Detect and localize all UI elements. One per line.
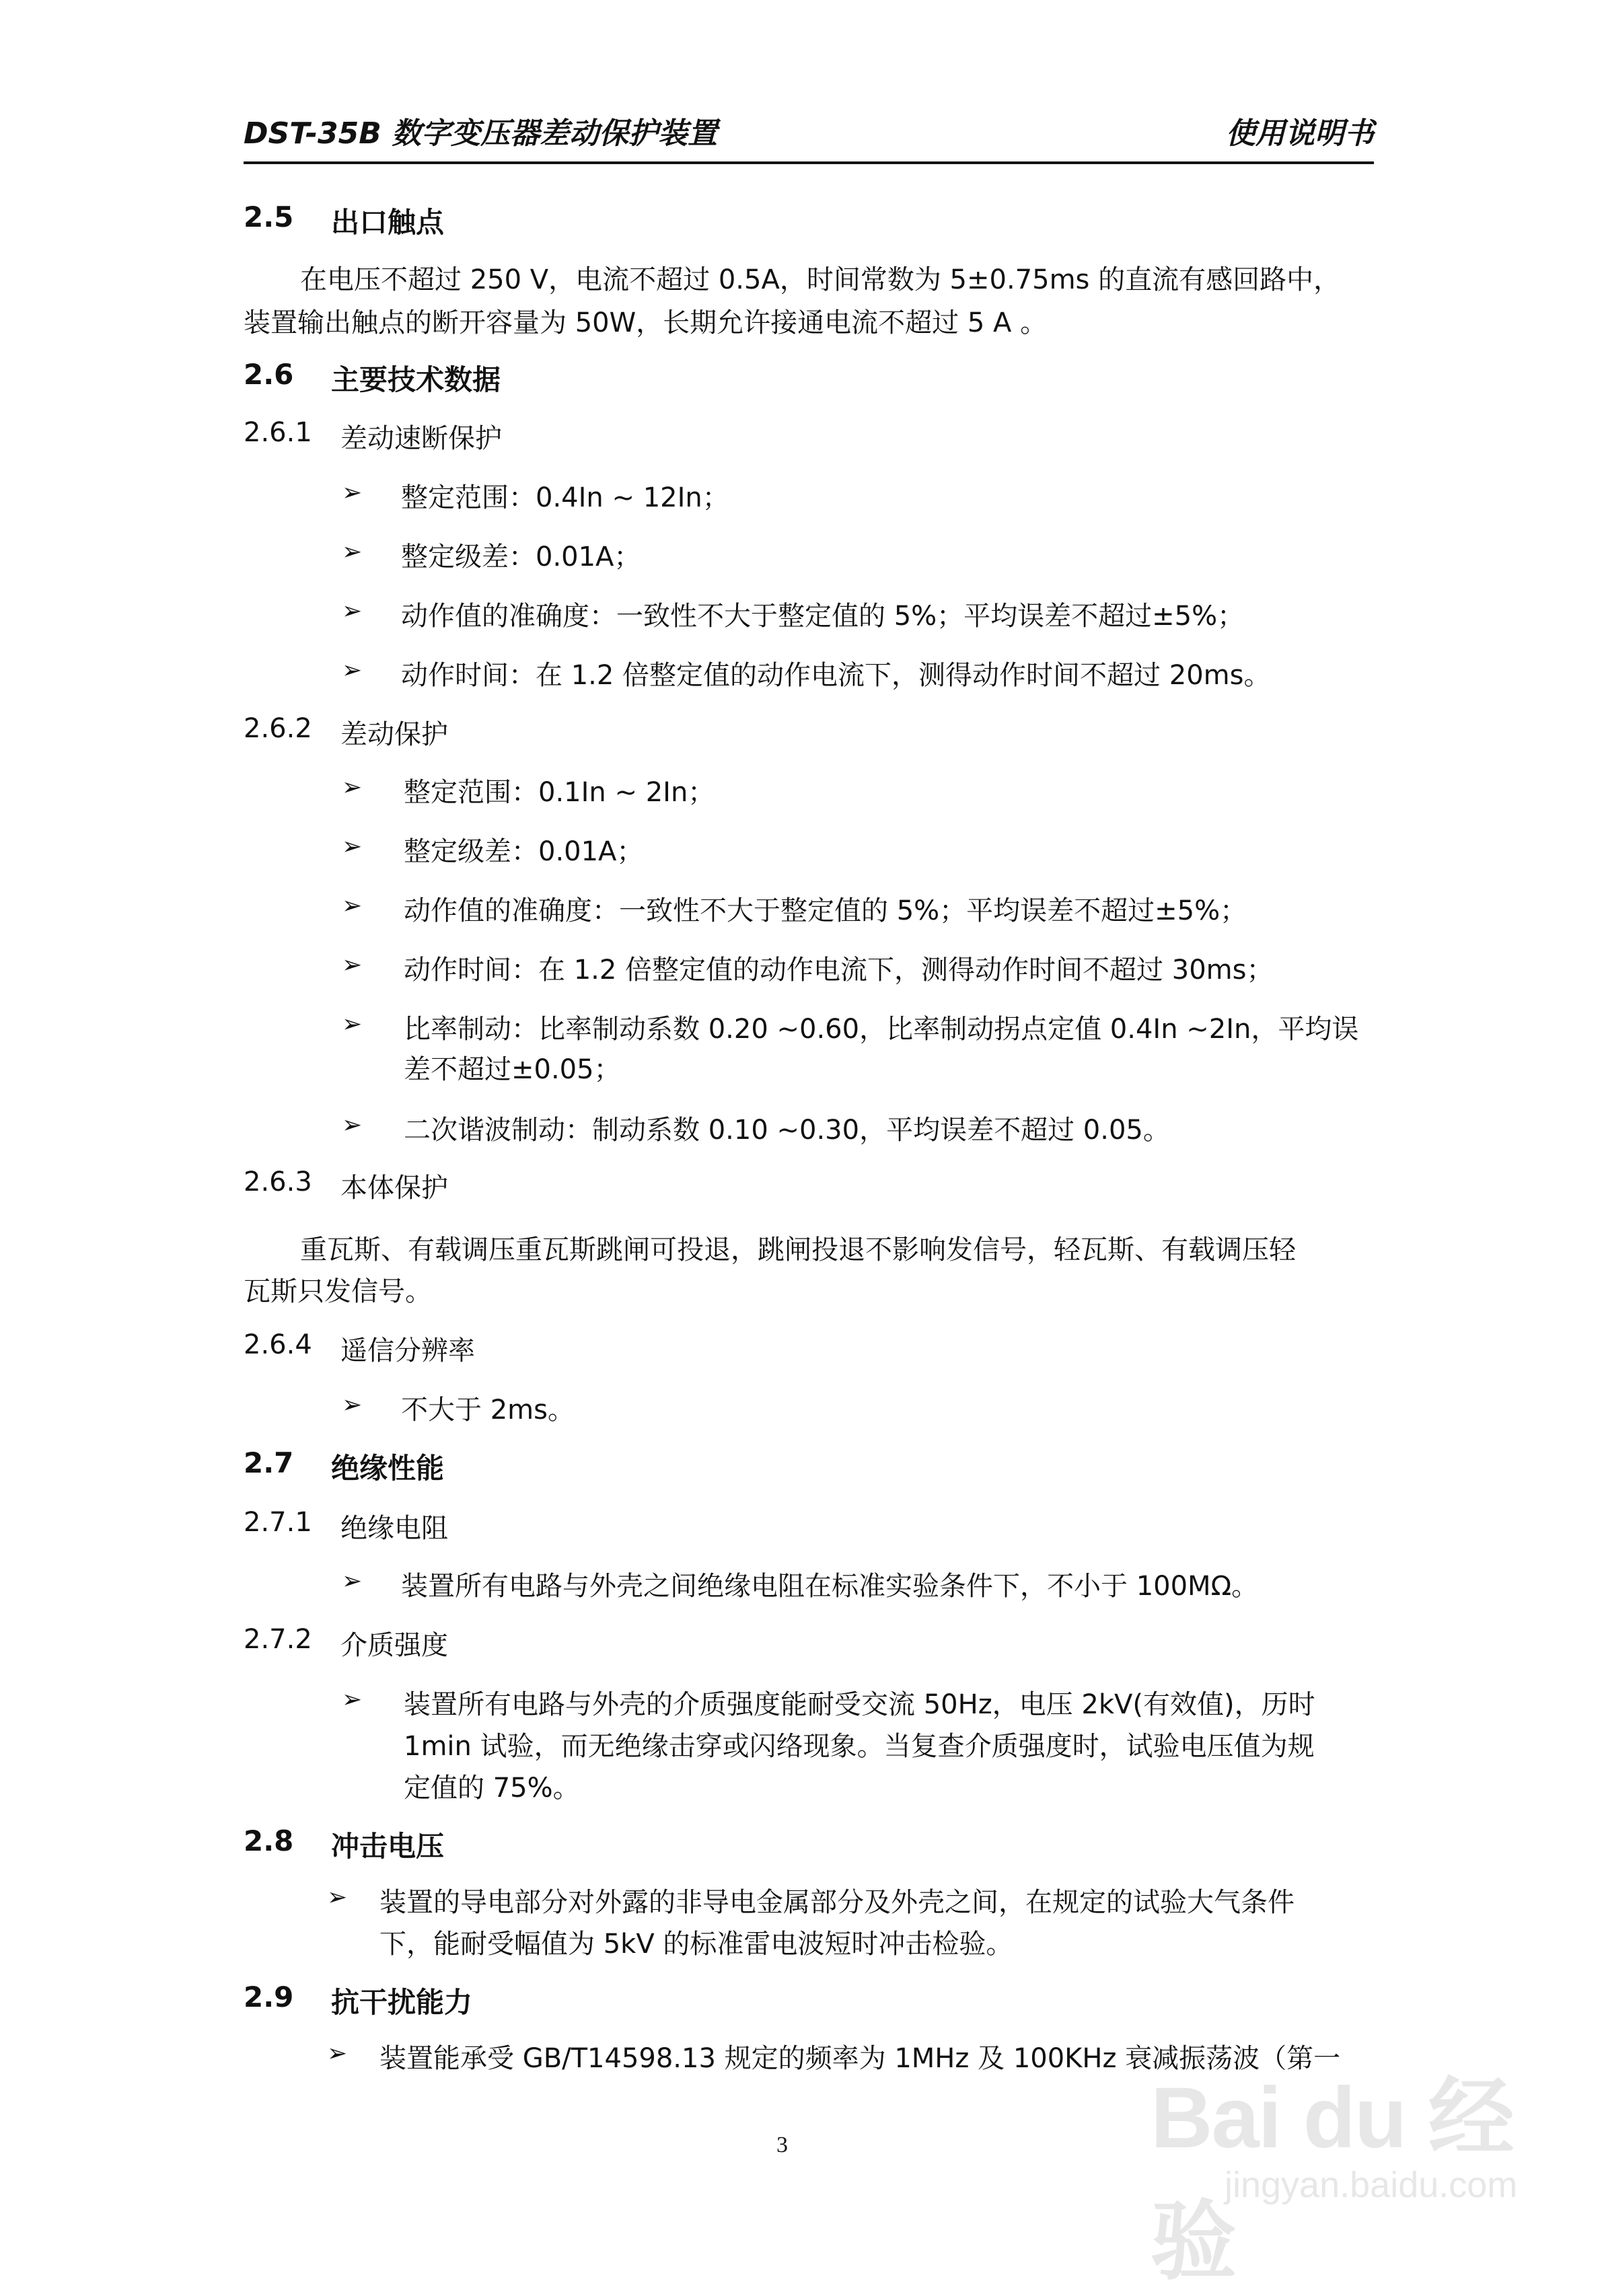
header-doc-type: 使用说明书 [1226,116,1374,151]
list-item: 动作值的准确度：一致性不大于整定值的 5%；平均误差不超过±5%； [401,601,1245,632]
subsection-title: 差动速断保护 [340,423,502,454]
section-number: 2.8 [244,1824,294,1857]
section-title: 主要技术数据 [331,363,501,396]
baidu-watermark [1144,2048,1561,2290]
subsection-number: 2.6.3 [244,1166,312,1197]
section-number: 2.5 [244,200,294,233]
arrow-bullet-icon: ➢ [342,951,363,979]
list-item: 整定级差：0.01A； [401,542,641,572]
arrow-bullet-icon: ➢ [342,1010,363,1038]
subsection-title: 绝缘电阻 [340,1513,448,1544]
list-item: 整定范围：0.4In ~ 12In； [401,482,729,513]
arrow-bullet-icon: ➢ [342,657,363,684]
arrow-bullet-icon: ➢ [342,1111,363,1139]
arrow-bullet-icon: ➢ [342,479,363,507]
list-item: 装置的导电部分对外露的非导电金属部分及外壳之间，在规定的试验大气条件 [379,1887,1295,1918]
subsection-number: 2.6.4 [244,1329,312,1360]
subsection-title: 介质强度 [340,1630,448,1661]
arrow-bullet-icon: ➢ [342,1391,363,1419]
section-title: 出口触点 [331,206,445,239]
list-item-continuation: 下，能耐受幅值为 5kV 的标准雷电波短时冲击检验。 [379,1929,1013,1960]
arrow-bullet-icon: ➢ [342,892,363,920]
list-item-continuation: 差不超过±0.05； [404,1054,621,1085]
arrow-bullet-icon: ➢ [327,2040,348,2067]
list-item: 装置所有电路与外壳之间绝缘电阻在标准实验条件下，不小于 100MΩ。 [401,1571,1259,1602]
subsection-title: 遥信分辨率 [340,1335,475,1366]
subsection-title: 本体保护 [340,1173,448,1203]
arrow-bullet-icon: ➢ [342,538,363,566]
section-number: 2.7 [244,1446,294,1479]
section-number: 2.6 [244,358,294,391]
arrow-bullet-icon: ➢ [342,1567,363,1595]
section-number: 2.9 [244,1980,294,2013]
arrow-bullet-icon: ➢ [342,1686,363,1713]
paragraph-line: 重瓦斯、有载调压重瓦斯跳闸可投退，跳闸投退不影响发信号，轻瓦斯、有载调压轻 [300,1234,1296,1265]
section-title: 冲击电压 [331,1830,445,1863]
subsection-number: 2.7.2 [244,1624,312,1655]
arrow-bullet-icon: ➢ [342,597,363,625]
subsection-number: 2.6.1 [244,417,312,448]
list-item: 二次谐波制动：制动系数 0.10 ~0.30，平均误差不超过 0.05。 [404,1115,1170,1146]
subsection-number: 2.7.1 [244,1507,312,1538]
list-item: 动作时间：在 1.2 倍整定值的动作电流下，测得动作时间不超过 30ms； [404,955,1274,986]
watermark-url: jingyan.baidu.com [1225,2165,1518,2205]
list-item: 动作时间：在 1.2 倍整定值的动作电流下，测得动作时间不超过 20ms。 [401,660,1271,691]
paragraph-line: 在电压不超过 250 V，电流不超过 0.5A，时间常数为 5±0.75ms 的直流有感回路中， [300,264,1341,295]
paragraph-line: 瓦斯只发信号。 [244,1276,432,1307]
list-item: 装置所有电路与外壳的介质强度能耐受交流 50Hz，电压 2kV(有效值)，历时 [404,1689,1315,1720]
list-item: 整定级差：0.01A； [404,836,644,867]
watermark-logo: Bai du 经验 [1151,2070,1513,2290]
list-item: 动作值的准确度：一致性不大于整定值的 5%；平均误差不超过±5%； [404,895,1247,926]
page-header [244,106,1374,164]
list-item: 装置能承受 GB/T14598.13 规定的频率为 1MHz 及 100KHz 衰减振荡波（第一 [379,2043,1341,2074]
list-item: 整定范围：0.1In ~ 2In； [404,777,715,808]
subsection-number: 2.6.2 [244,713,312,744]
arrow-bullet-icon: ➢ [342,774,363,801]
subsection-title: 差动保护 [340,719,448,750]
header-title: DST-35B 数字变压器差动保护装置 [244,116,718,151]
arrow-bullet-icon: ➢ [327,1884,348,1911]
page-number: 3 [776,2133,788,2157]
arrow-bullet-icon: ➢ [342,833,363,860]
paragraph-line: 装置输出触点的断开容量为 50W，长期允许接通电流不超过 5 A 。 [244,307,1048,338]
section-title: 抗干扰能力 [331,1986,473,2019]
list-item: 不大于 2ms。 [401,1395,575,1425]
list-item-continuation: 1min 试验，而无绝缘击穿或闪络现象。当复查介质强度时，试验电压值为规 [404,1731,1315,1762]
section-title: 绝缘性能 [331,1452,445,1485]
list-item: 比率制动：比率制动系数 0.20 ~0.60，比率制动拐点定值 0.4In ~2In，平均误 [404,1014,1359,1045]
list-item-continuation: 定值的 75%。 [404,1773,580,1804]
